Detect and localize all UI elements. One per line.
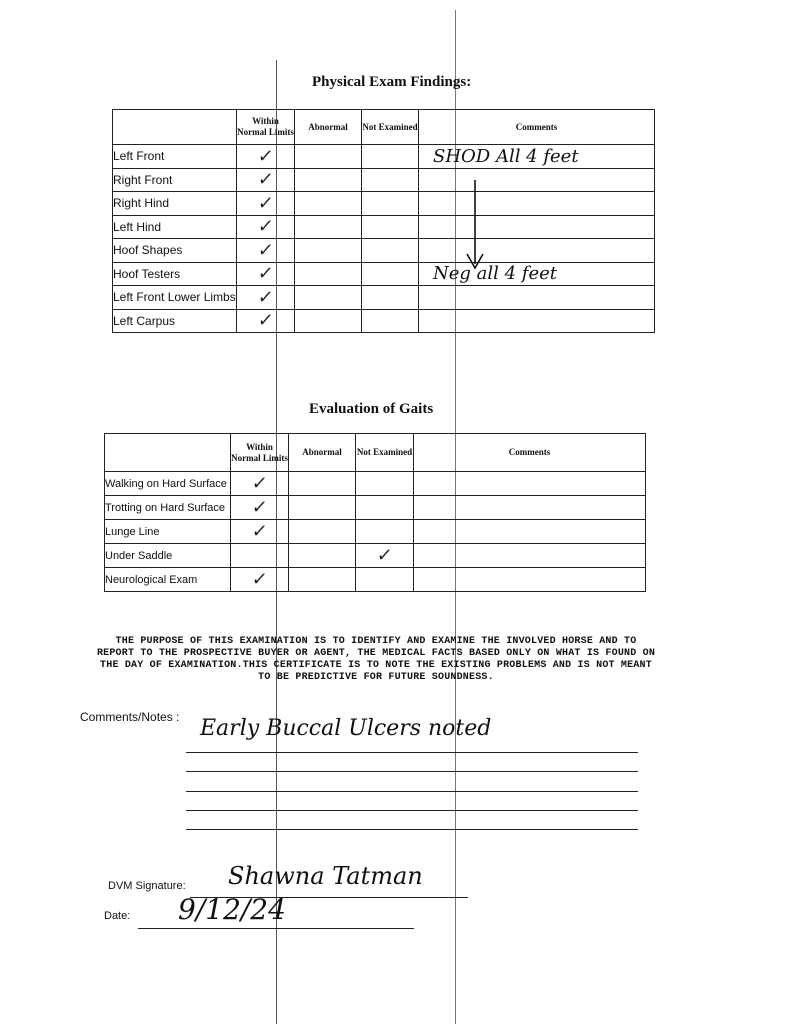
check-icon: ✓: [256, 286, 275, 308]
signature-value: Shawna Tatman: [228, 862, 423, 890]
not-examined-cell: [362, 145, 419, 169]
wnl-cell: [237, 262, 295, 286]
check-icon: ✓: [256, 216, 275, 238]
abnormal-cell: [295, 192, 362, 216]
not-examined-cell: [356, 472, 414, 496]
wnl-cell: [231, 472, 289, 496]
comments-line-2: [186, 771, 638, 772]
gaits-table: [104, 433, 646, 592]
comment-cell: [414, 496, 646, 520]
comments-line-1: [186, 752, 638, 753]
physical-exam-table: [112, 109, 655, 333]
gaits-title: Evaluation of Gaits: [309, 401, 434, 417]
table-row: [113, 168, 655, 192]
check-icon: ✓: [256, 145, 275, 167]
date-value: 9/12/24: [178, 893, 286, 926]
check-icon: ✓: [250, 473, 269, 494]
check-icon: ✓: [250, 497, 269, 518]
comment-cell: [419, 309, 655, 333]
wnl-cell: [237, 239, 295, 263]
check-icon: ✓: [250, 521, 269, 542]
row-label: Right Front: [113, 168, 237, 192]
table-row: [105, 544, 646, 568]
not-examined-cell: [362, 168, 419, 192]
not-examined-cell: [362, 239, 419, 263]
row-label: Hoof Shapes: [113, 239, 237, 263]
not-examined-cell: [362, 286, 419, 310]
not-examined-cell: [356, 520, 414, 544]
abnormal-cell: [295, 239, 362, 263]
table-row: [105, 568, 646, 592]
not-examined-cell: [362, 215, 419, 239]
header-not-examined: Not Examined: [356, 434, 414, 472]
row-label: Neurological Exam: [105, 568, 231, 592]
check-icon: ✓: [375, 545, 394, 566]
abnormal-cell: [289, 544, 356, 568]
header-comments: Comments: [414, 434, 646, 472]
wnl-cell: [237, 168, 295, 192]
row-label: Lunge Line: [105, 520, 231, 544]
comment-cell: [414, 568, 646, 592]
header-blank: [113, 110, 237, 145]
table-row: [105, 496, 646, 520]
comment-cell: [419, 215, 655, 239]
date-label: Date:: [104, 910, 131, 922]
abnormal-cell: [295, 145, 362, 169]
header-not-examined: Not Examined: [362, 110, 419, 145]
check-icon: ✓: [256, 263, 275, 285]
table-row: [113, 309, 655, 333]
header-abnormal: Abnormal: [295, 110, 362, 145]
table-row: [113, 192, 655, 216]
row-label: Left Hind: [113, 215, 237, 239]
comment-cell: [419, 192, 655, 216]
table-row: [113, 286, 655, 310]
table-row: [113, 239, 655, 263]
row-label: Right Hind: [113, 192, 237, 216]
check-icon: ✓: [256, 239, 275, 261]
not-examined-cell: [362, 192, 419, 216]
row-label: Walking on Hard Surface: [105, 472, 231, 496]
comment-cell: [414, 544, 646, 568]
comments-line-3: [186, 791, 638, 792]
not-examined-cell: [356, 496, 414, 520]
not-examined-cell: [362, 262, 419, 286]
abnormal-cell: [289, 472, 356, 496]
check-icon: ✓: [250, 569, 269, 590]
table-row: [105, 472, 646, 496]
header-wnl: Within Normal Limits: [231, 434, 289, 472]
wnl-cell: [231, 544, 289, 568]
check-icon: ✓: [256, 192, 275, 214]
row-label: Left Front: [113, 145, 237, 169]
comment-cell: Neg all 4 feet: [419, 262, 655, 286]
wnl-cell: [237, 286, 295, 310]
row-label: Under Saddle: [105, 544, 231, 568]
check-icon: ✓: [256, 169, 275, 191]
abnormal-cell: [295, 215, 362, 239]
wnl-cell: [231, 496, 289, 520]
date-line: [138, 928, 414, 929]
physical-exam-title: Physical Exam Findings:: [312, 74, 472, 90]
table-row: [105, 520, 646, 544]
row-label: Hoof Testers: [113, 262, 237, 286]
wnl-cell: [237, 145, 295, 169]
row-label: Trotting on Hard Surface: [105, 496, 231, 520]
table-row: [113, 262, 655, 286]
comment-cell: [419, 168, 655, 192]
signature-label: DVM Signature:: [108, 880, 186, 892]
abnormal-cell: [289, 520, 356, 544]
wnl-cell: [237, 192, 295, 216]
wnl-cell: [231, 520, 289, 544]
wnl-cell: [237, 309, 295, 333]
comments-line-5: [186, 829, 638, 830]
comment-cell: SHOD All 4 feet: [419, 145, 655, 169]
abnormal-cell: [295, 262, 362, 286]
header-blank: [105, 434, 231, 472]
down-arrow-icon: [464, 178, 486, 278]
comments-line-4: [186, 810, 638, 811]
comment-cell: [414, 520, 646, 544]
not-examined-cell: [356, 568, 414, 592]
comments-value: Early Buccal Ulcers noted: [200, 716, 492, 741]
comment-cell: [414, 472, 646, 496]
row-label: Left Carpus: [113, 309, 237, 333]
header-wnl: Within Normal Limits: [237, 110, 295, 145]
disclaimer-text: THE PURPOSE OF THIS EXAMINATION IS TO IDENTIFY AND EXAMINE THE INVOLVED HORSE AND TO REPORT TO THE PROSPECTIVE BUYER OR AGENT, THE MEDICAL FACTS BASED ONLY ON WHAT IS FOUND ON THE DAY OF EXAMINATION.THIS CERTIFICATE IS TO NOTE THE EXISTING PROBLEMS AND IS NOT MEANT TO BE PREDICTIVE FOR FUTURE SOUNDNESS.: [96, 636, 656, 683]
wnl-cell: [231, 568, 289, 592]
comment-cell: [419, 239, 655, 263]
check-icon: ✓: [256, 310, 275, 332]
not-examined-cell: [356, 544, 414, 568]
abnormal-cell: [295, 309, 362, 333]
abnormal-cell: [295, 286, 362, 310]
header-abnormal: Abnormal: [289, 434, 356, 472]
comments-label: Comments/Notes :: [80, 710, 180, 724]
abnormal-cell: [295, 168, 362, 192]
table-row: [113, 215, 655, 239]
not-examined-cell: [362, 309, 419, 333]
header-comments: Comments: [419, 110, 655, 145]
comment-cell: [419, 286, 655, 310]
table-row: [113, 145, 655, 169]
row-label: Left Front Lower Limbs: [113, 286, 237, 310]
abnormal-cell: [289, 496, 356, 520]
abnormal-cell: [289, 568, 356, 592]
wnl-cell: [237, 215, 295, 239]
